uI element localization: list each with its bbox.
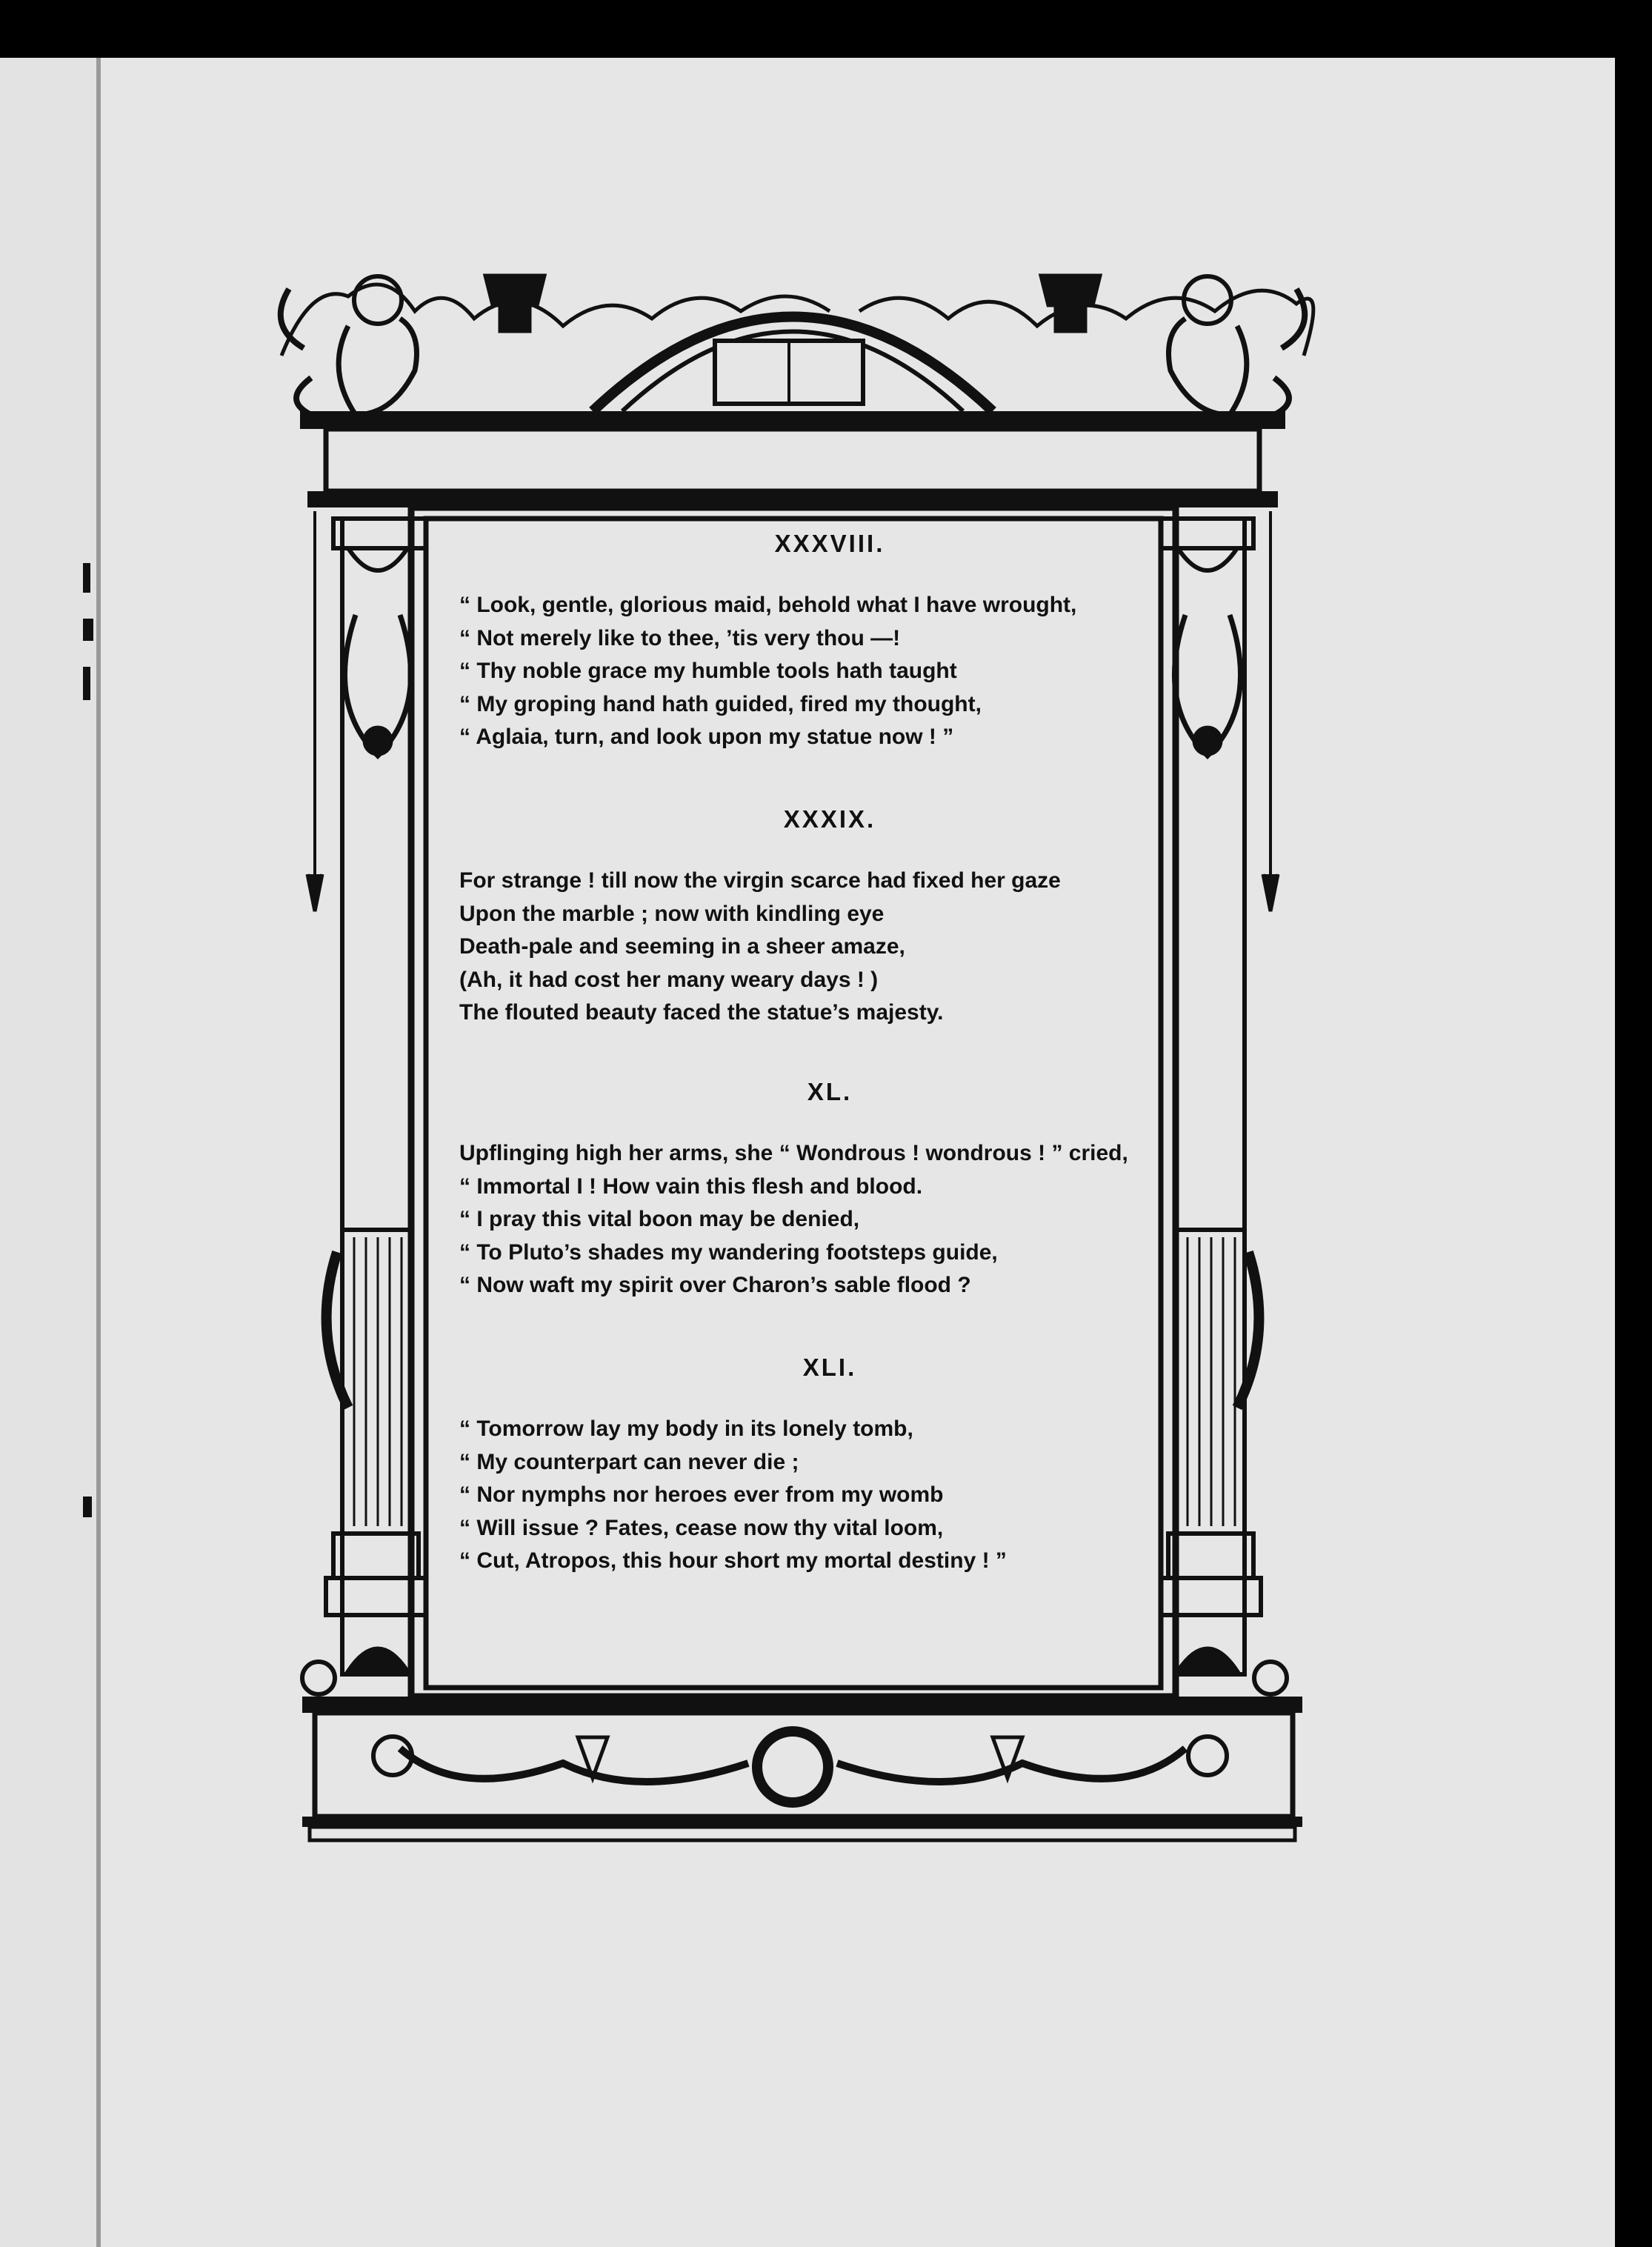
- stanza-line: “ Nor nymphs nor heroes ever from my womb: [459, 1482, 944, 1507]
- poem-text: [459, 530, 1185, 1611]
- stanza-line: “ My counterpart can never die ;: [459, 1449, 799, 1474]
- stanza-xxxix: [459, 805, 1200, 1030]
- stanza-line: “ Now waft my spirit over Charon’s sable flood ?: [459, 1273, 971, 1297]
- stanza-line: “ Will issue ? Fates, cease now thy vital loom,: [459, 1515, 944, 1540]
- stanza-xli: [459, 1354, 1200, 1578]
- stanza-line: Upflinging high her arms, she “ Wondrous ! wondrous ! ” cried,: [459, 1141, 1128, 1165]
- stanza-line: Death-pale and seeming in a sheer amaze,: [459, 934, 905, 959]
- stanza-line: For strange ! till now the virgin scarce had fixed her gaze: [459, 868, 1061, 893]
- stanza-xl: [459, 1078, 1200, 1302]
- stanza-number: XL.: [807, 1078, 853, 1105]
- stanza-line: (Ah, it had cost her many weary days ! ): [459, 967, 879, 992]
- stanza-line: “ Immortal I ! How vain this flesh and blood.: [459, 1174, 923, 1199]
- stanza-line: “ Look, gentle, glorious maid, behold what I have wrought,: [459, 593, 1077, 617]
- stanza-number: XXXVIII.: [774, 530, 885, 557]
- stanza-number: XLI.: [802, 1354, 857, 1381]
- stanza-number: XXXIX.: [783, 805, 876, 833]
- stanza-line: “ Cut, Atropos, this hour short my mortal destiny ! ”: [459, 1548, 1007, 1573]
- stanza-line: “ My groping hand hath guided, fired my thought,: [459, 691, 982, 716]
- stanza-line: “ Not merely like to thee, ’tis very thou —!: [459, 625, 901, 650]
- stanza-line: Upon the marble ; now with kindling eye: [459, 901, 885, 926]
- stanza-xxxviii: [459, 530, 1200, 754]
- stanza-line: “ I pray this vital boon may be denied,: [459, 1207, 860, 1231]
- stanza-line: “ Aglaia, turn, and look upon my statue now ! ”: [459, 725, 954, 749]
- stanza-line: “ To Pluto’s shades my wandering footsteps guide,: [459, 1239, 998, 1265]
- stanza-line: “ Thy noble grace my humble tools hath taught: [459, 659, 957, 683]
- stanza-line: “ Tomorrow lay my body in its lonely tomb,: [459, 1417, 913, 1441]
- stanza-line: The flouted beauty faced the statue’s majesty.: [459, 1000, 944, 1025]
